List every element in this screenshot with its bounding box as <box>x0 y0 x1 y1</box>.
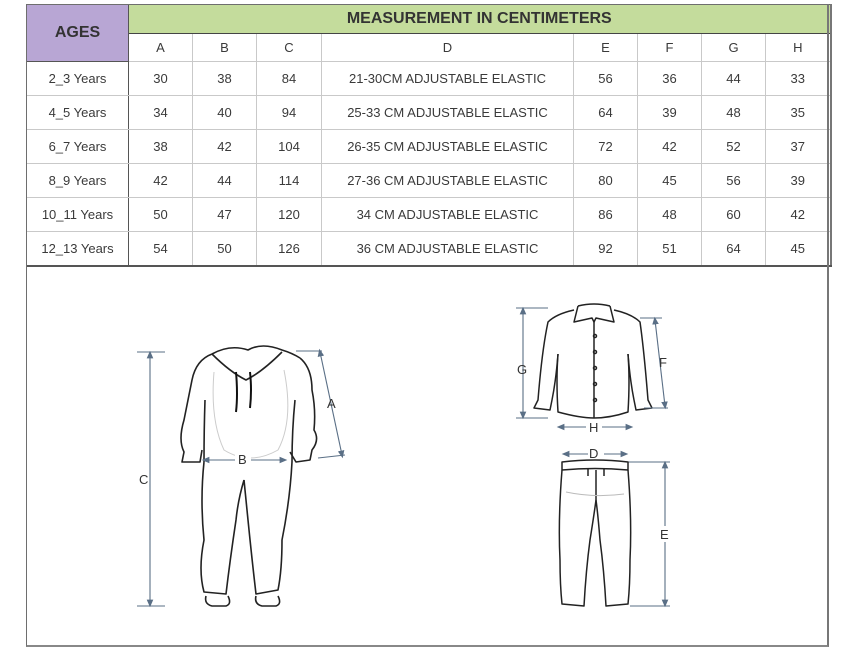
cell-e: 72 <box>574 130 638 164</box>
dim-label-a: A <box>327 396 336 411</box>
cell-f: 39 <box>638 96 702 130</box>
dim-label-f: F <box>659 355 667 370</box>
cell-b: 38 <box>193 62 257 96</box>
cell-a: 42 <box>129 164 193 198</box>
pants-illustration <box>559 460 630 606</box>
cell-h: 35 <box>766 96 831 130</box>
cell-g: 64 <box>702 232 766 267</box>
shirt-illustration <box>534 304 652 418</box>
dim-label-c: C <box>139 472 149 487</box>
column-header-e: E <box>574 34 638 62</box>
dim-label-e: E <box>660 527 669 542</box>
column-header-d: D <box>322 34 574 62</box>
cell-e: 86 <box>574 198 638 232</box>
cell-b: 44 <box>193 164 257 198</box>
column-header-f: F <box>638 34 702 62</box>
cell-c: 120 <box>257 198 322 232</box>
cell-g: 52 <box>702 130 766 164</box>
cell-d: 27-36 CM ADJUSTABLE ELASTIC <box>322 164 574 198</box>
column-header-h: H <box>766 34 831 62</box>
age-cell: 10_11 Years <box>27 198 129 232</box>
cell-e: 80 <box>574 164 638 198</box>
cell-c: 84 <box>257 62 322 96</box>
cell-b: 40 <box>193 96 257 130</box>
dim-label-b: B <box>238 452 247 467</box>
column-header-g: G <box>702 34 766 62</box>
cell-h: 37 <box>766 130 831 164</box>
cell-b: 50 <box>193 232 257 267</box>
cell-g: 60 <box>702 198 766 232</box>
cell-h: 45 <box>766 232 831 267</box>
cell-c: 114 <box>257 164 322 198</box>
cell-c: 94 <box>257 96 322 130</box>
cell-a: 50 <box>129 198 193 232</box>
cell-f: 48 <box>638 198 702 232</box>
cell-e: 64 <box>574 96 638 130</box>
cell-d: 36 CM ADJUSTABLE ELASTIC <box>322 232 574 267</box>
cell-c: 126 <box>257 232 322 267</box>
cell-d: 34 CM ADJUSTABLE ELASTIC <box>322 198 574 232</box>
cell-a: 30 <box>129 62 193 96</box>
cell-h: 42 <box>766 198 831 232</box>
column-header-b: B <box>193 34 257 62</box>
dim-label-d: D <box>589 446 599 461</box>
age-cell: 12_13 Years <box>27 232 129 267</box>
cell-a: 38 <box>129 130 193 164</box>
cell-a: 34 <box>129 96 193 130</box>
column-header-a: A <box>129 34 193 62</box>
age-cell: 2_3 Years <box>27 62 129 96</box>
cell-f: 36 <box>638 62 702 96</box>
column-header-c: C <box>257 34 322 62</box>
cell-b: 47 <box>193 198 257 232</box>
garment-diagram <box>27 266 827 644</box>
cell-d: 25-33 CM ADJUSTABLE ELASTIC <box>322 96 574 130</box>
age-cell: 4_5 Years <box>27 96 129 130</box>
dim-label-g: G <box>517 362 528 377</box>
cell-e: 92 <box>574 232 638 267</box>
cell-g: 44 <box>702 62 766 96</box>
measurement-header: MEASUREMENT IN CENTIMETERS <box>129 5 831 34</box>
cell-e: 56 <box>574 62 638 96</box>
dim-label-h: H <box>589 420 599 435</box>
age-cell: 6_7 Years <box>27 130 129 164</box>
onesie-illustration <box>181 346 317 606</box>
cell-a: 54 <box>129 232 193 267</box>
cell-c: 104 <box>257 130 322 164</box>
cell-g: 56 <box>702 164 766 198</box>
onesie-dimension-lines <box>137 351 345 606</box>
age-cell: 8_9 Years <box>27 164 129 198</box>
cell-g: 48 <box>702 96 766 130</box>
ages-header: AGES <box>27 5 129 62</box>
cell-f: 42 <box>638 130 702 164</box>
cell-h: 39 <box>766 164 831 198</box>
cell-d: 21-30CM ADJUSTABLE ELASTIC <box>322 62 574 96</box>
cell-f: 51 <box>638 232 702 267</box>
cell-h: 33 <box>766 62 831 96</box>
cell-f: 45 <box>638 164 702 198</box>
cell-d: 26-35 CM ADJUSTABLE ELASTIC <box>322 130 574 164</box>
cell-b: 42 <box>193 130 257 164</box>
